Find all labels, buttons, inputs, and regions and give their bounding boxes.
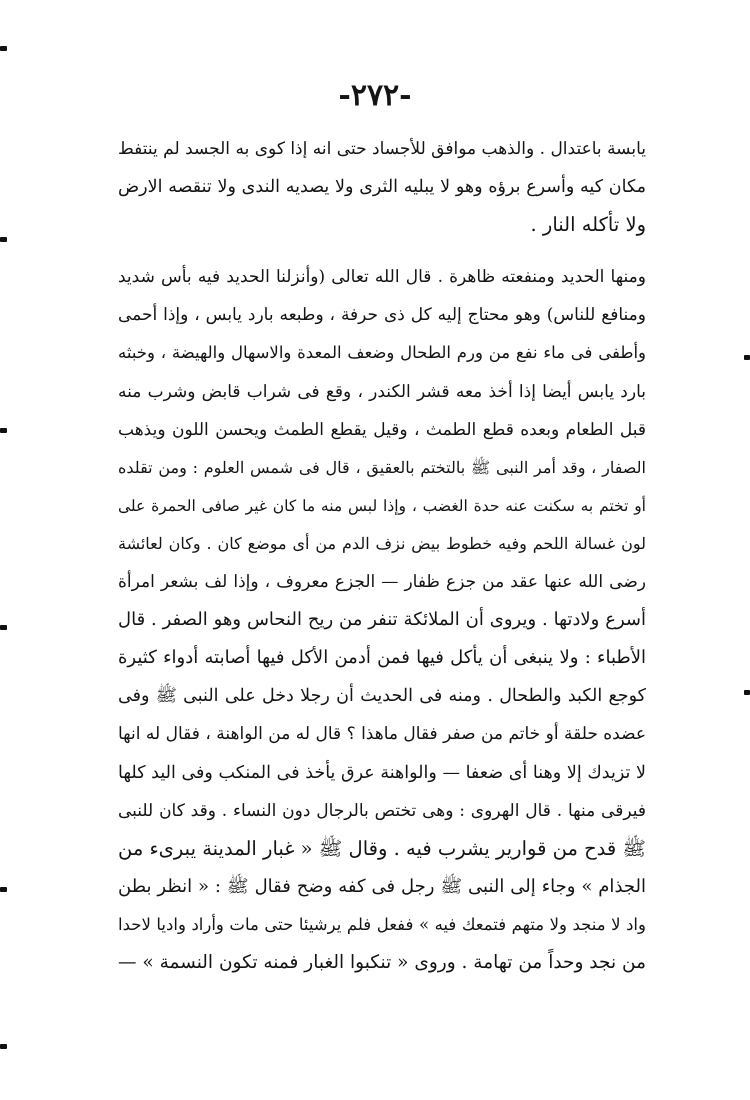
text-line: الصفار ، وقد أمر النبى ﷺ بالتختم بالعقيق ، قال فى شمس العلوم : ومن تقلده (118, 457, 646, 477)
text-line: لون غسالة اللحم وفيه خطوط بيض نزف الدم من أى موضع كان . وكان لعائشة (118, 533, 646, 553)
text-line: بارد يابس أيضا إذا أخذ معه قشر الكندر ، وقع فى شراب قابض وشرب منه (118, 381, 646, 402)
text-line: رضى الله عنها عقد من جزع ظفار — الجزع معروف ، وإذا لف بشعر امرأة (118, 572, 646, 593)
scan-edge-mark (0, 625, 7, 630)
text-line: قبل الطعام وبعده قطع الطمث ، وقيل يقطع الطمث ويحسن اللون ويذهب (118, 419, 646, 440)
text-line: واد لا منجد ولا متهم فتمعك فيه » ففعل فلم يرشيئا حتى مات وأراد واديا لاحدا (118, 914, 646, 934)
text-line: أسرع ولادتها . ويروى أن الملائكة تنفر من ريح النحاس وهو الصفر . قال (118, 609, 646, 631)
text-line: يابسة باعتدال . والذهب موافق للأجساد حتى انه إذا كوى به الجسد لم ينتفط (118, 139, 646, 159)
scan-edge-mark (0, 46, 7, 51)
text-line: كوجع الكبد والطحال . ومنه فى الحديث أن رجلا دخل على النبى ﷺ وفى (118, 686, 646, 707)
scan-edge-mark (0, 1044, 7, 1049)
text-line: فيرقى منها . قال الهروى : وهى تختص بالرجال دون النساء . وقد كان للنبى (118, 800, 646, 821)
scan-edge-mark (0, 237, 7, 242)
scan-edge-mark (744, 355, 750, 360)
text-line: لا تزيدك إلا وهنا أى ضعفا — والواهنة عرق يأخذ فى المنكب وفى اليد كلها (118, 762, 646, 783)
scan-edge-mark (0, 428, 7, 433)
text-line: مكان كيه وأسرع برؤه وهو لا يبليه الثرى ولا يصديه الندى ولا تنقصه الارض (118, 177, 646, 198)
scan-edge-mark (0, 887, 7, 892)
text-line: ومنافع للناس) وهو محتاج إليه كل ذى حرفة ، وطبعه بارد يابس ، وإذا أحمى (118, 305, 646, 326)
text-line: ولا تأكله النار . (530, 213, 646, 237)
text-line: الجذام » وجاء إلى النبى ﷺ رجل فى كفه وضح فقال ﷺ : « انظر بطن (118, 875, 646, 897)
page-number: -٢٧٢- (338, 78, 412, 113)
body-text (118, 130, 646, 982)
text-line: ﷺ قدح من قوارير يشرب فيه . وقال ﷺ « غبار المدينة يبرىء من (118, 836, 646, 860)
text-line: من نجد وحداً من تهامة . وروى « تنكبوا الغبار فمنه تكون النسمة » — (118, 951, 646, 973)
text-line: ومنها الحديد ومنفعته ظاهرة . قال الله تعالى (وأنزلنا الحديد فيه بأس شديد (118, 267, 646, 288)
text-line: وأطفى فى ماء نفع من ورم الطحال وضعف المعدة والاسهال والهيضة ، وخبثه (118, 343, 646, 363)
text-line: عضده حلقة أو خاتم من صفر فقال ماهذا ؟ قال له من الواهنة ، فقال له انها (118, 724, 646, 745)
text-line: أو تختم به سكنت عنه حدة الغضب ، وإذا لبس منه ما كان غير صافى الحمرة على (118, 496, 646, 515)
text-line: الأطباء : ولا ينبغى أن يأكل فيها فمن أدمن الأكل فيها أصابته أدواء كثيرة (118, 647, 646, 669)
scan-edge-mark (744, 690, 750, 695)
